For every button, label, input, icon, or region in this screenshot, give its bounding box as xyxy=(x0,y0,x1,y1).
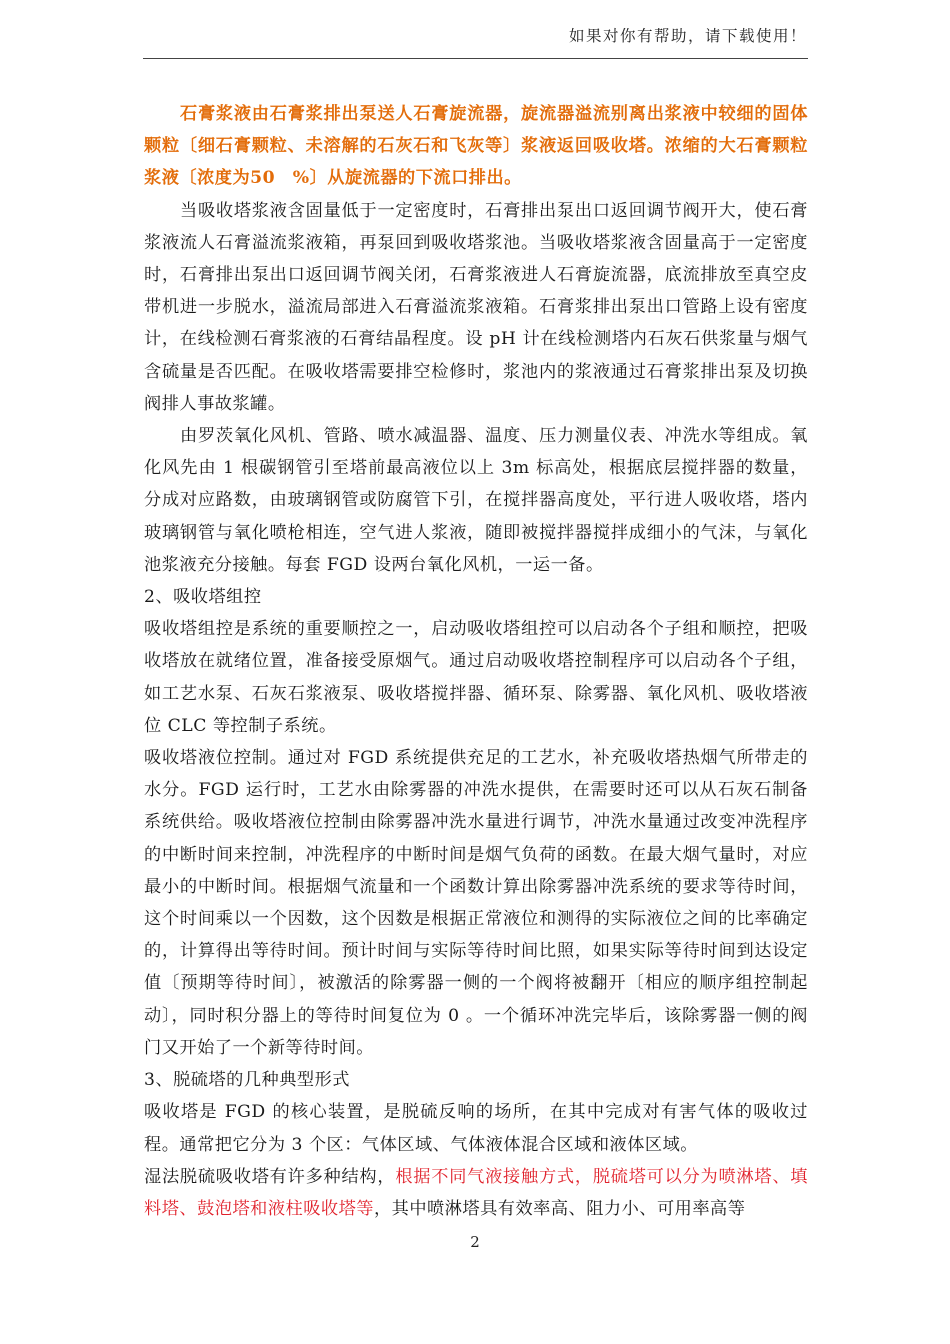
structures-text-end: ，其中喷淋塔具有效率高、阻力小、可用率高等 xyxy=(373,1198,746,1219)
page-header: 如果对你有帮助，请下载使用！ xyxy=(568,27,807,45)
section-heading-absorber-group-control: 2、吸收塔组控 xyxy=(144,587,262,608)
paragraph-absorber-level-control: 吸收塔液位控制。通过对 FGD 系统提供充足的工艺水，补充吸收塔热烟气所带走的水分。FGD 运行时，工艺水由除雾器的冲洗水提供，在需要时还可以从石灰石制备系统供给。吸收塔液位控制由除雾器冲洗水量进行调节，冲洗水量通过改变冲洗程序的中断时间来控制，冲洗程序的中断时间是烟气负荷的函数。在最大烟气量时，对应最小的中断时间。根据烟气流量和一个函数计算出除雾器冲洗系统的要求等待时间，这个时间乘以一个因数，这个因数是根据正常液位和测得的实际液位之间的比率确定的，计算得出等待时间。预计时间与实际等待时间比照，如果实际等待时间到达设定值〔预期等待时间〕，被激活的除雾器一侧的一个阀将被翻开〔相应的顺序组控制起动〕，同时积分器上的等待时间复位为 0 。一个循环冲洗完毕后，该除雾器一侧的阀门又开始了一个新等待时间。 xyxy=(144,748,808,1058)
header-divider xyxy=(143,58,808,59)
document-body xyxy=(144,98,808,1225)
paragraph-absorber-group-control: 吸收塔组控是系统的重要顺控之一，启动吸收塔组控可以启动各个子组和顺控，把吸收塔放在就绪位置，准备接受原烟气。通过启动吸收塔控制程序可以启动各个子组，如工艺水泵、石灰石浆液泵、吸收塔搅拌器、循环泵、除雾器、氧化风机、吸收塔液位 CLC 等控制子系统。 xyxy=(144,619,808,736)
paragraph-oxidation-air: 由罗茨氧化风机、管路、喷水减温器、温度、压力测量仪表、冲洗水等组成。氧化风先由 1 根碳钢管引至塔前最高液位以上 3m 标高处，根据底层搅拌器的数量，分成对应路数，由玻璃钢管或防腐管下引，在搅拌器高度处，平行进人吸收塔，塔内玻璃钢管与氧化喷枪相连，空气进人浆液，随即被搅拌器搅拌成细小的气沫，与氧化池浆液充分接触。每套 FGD 设两台氧化风机，一运一备。 xyxy=(144,426,808,575)
structures-text-start: 湿法脱硫吸收塔有许多种结构， xyxy=(144,1166,396,1187)
paragraph-gypsum-cyclone: 石膏浆液由石膏浆排出泵送人石膏旋流器，旋流器溢流别离出浆液中较细的固体颗粒〔细石膏颗粒、未溶解的石灰石和飞灰等〕浆液返回吸收塔。浓缩的大石膏颗粒浆液〔浓度为50 %〕从旋流器的下流口排出。 xyxy=(144,104,808,189)
paragraph-absorber-core-device: 吸收塔是 FGD 的核心装置，是脱硫反响的场所，在其中完成对有害气体的吸收过程。通常把它分为 3 个区：气体区域、气体液体混合区域和液体区域。 xyxy=(144,1102,808,1155)
page-number: 2 xyxy=(470,1233,480,1251)
structures-highlight: 根据不同气液接触方式，脱硫塔可以分为喷淋塔、填料塔、鼓泡塔和液柱吸收塔等 xyxy=(144,1166,808,1219)
paragraph-absorber-slurry-density: 当吸收塔浆液含固量低于一定密度时，石膏排出泵出口返回调节阀开大，使石膏浆液流人石膏溢流浆液箱，再泵回到吸收塔浆池。当吸收塔浆液含固量高于一定密度时，石膏排出泵出口返回调节阀关闭，石膏浆液进人石膏旋流器，底流排放至真空皮带机进一步脱水，溢流局部进入石膏溢流浆液箱。石膏浆排出泵出口管路上设有密度计，在线检测石膏浆液的石膏结晶程度。设 pH 计在线检测塔内石灰石供浆量与烟气含硫量是否匹配。在吸收塔需要排空检修时，浆池内的浆液通过石膏浆排出泵及切换阀排人事故浆罐。 xyxy=(144,200,808,414)
section-heading-tower-types: 3、脱硫塔的几种典型形式 xyxy=(144,1070,350,1091)
paragraph-absorber-structures xyxy=(144,1161,808,1225)
